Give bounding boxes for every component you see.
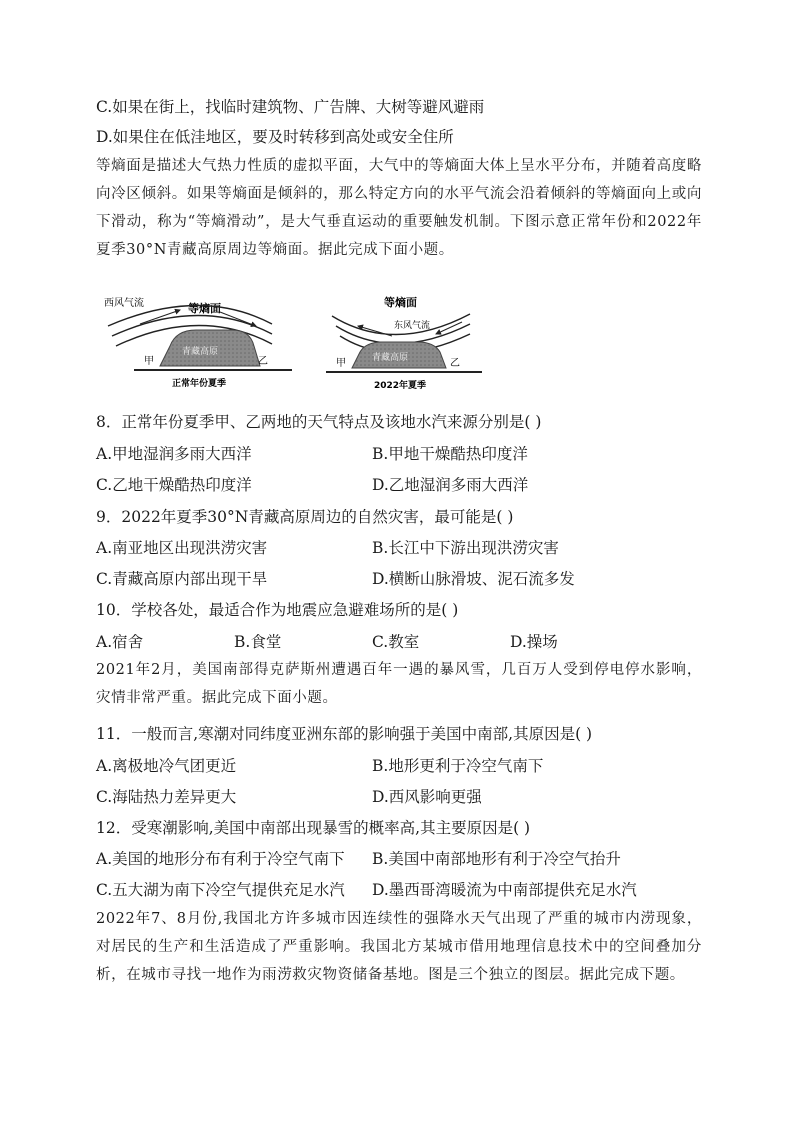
question-10-option-d[interactable]: D.操场	[510, 633, 558, 651]
point-jia-label: 甲	[144, 356, 154, 367]
question-9-stem: 9．2022年夏季30°N青藏高原周边的自然灾害，最可能是( )	[96, 508, 514, 526]
question-9-option-d[interactable]: D.横断山脉滑坡、泥石流多发	[372, 570, 575, 588]
question-11-option-b[interactable]: B.地形更利于冷空气南下	[372, 757, 544, 775]
prev-option-c: C.如果在街上，找临时建筑物、广告牌、大树等避风避雨	[96, 98, 485, 116]
question-11-option-a[interactable]: A.离极地冷气团更近	[96, 757, 237, 775]
question-10-option-c[interactable]: C.教室	[372, 633, 420, 651]
point-yi-label: 乙	[258, 356, 268, 367]
question-12-stem: 12．受寒潮影响,美国中南部出现暴雪的概率高,其主要原因是( )	[96, 819, 531, 837]
question-10-stem: 10．学校各处，最适合作为地震应急避难场所的是( )	[96, 601, 459, 619]
panel-caption: 2022年夏季	[374, 381, 427, 391]
question-12-option-d[interactable]: D.墨西哥湾暖流为中南部提供充足水汽	[372, 881, 637, 899]
question-10-option-a[interactable]: A.宿舍	[96, 633, 144, 651]
panel-caption: 正常年份夏季	[172, 379, 227, 389]
question-11-stem: 11．一般而言,寒潮对同纬度亚洲东部的影响强于美国中南部,其原因是( )	[96, 725, 593, 743]
question-10-option-b[interactable]: B.食堂	[234, 633, 282, 651]
question-11-option-c[interactable]: C.海陆热力差异更大	[96, 788, 237, 806]
west-wind-label: 西风气流	[104, 298, 144, 309]
point-jia-label: 甲	[336, 358, 346, 369]
urban-flooding-intro: 2022年7、8月份,我国北方许多城市因连续性的强降水天气出现了严重的城市内涝现象，对居民的生产和生活造成了严重影响。我国北方某城市借用地理信息技术中的空间叠加分析，在城市寻找一地作为雨涝救灾物资储备基地。图是三个独立的图层。据此完成下题。	[96, 911, 702, 983]
question-8-option-d[interactable]: D.乙地湿润多雨大西洋	[372, 476, 529, 494]
question-9-option-b[interactable]: B.长江中下游出现洪涝灾害	[372, 539, 559, 557]
question-11-option-d[interactable]: D.西风影响更强	[372, 788, 482, 806]
question-8-option-c[interactable]: C.乙地干燥酷热印度洋	[96, 476, 252, 494]
question-8-option-a[interactable]: A.甲地湿润多雨大西洋	[96, 445, 252, 463]
isentropic-figure	[100, 288, 490, 406]
isentropic-surface-label: 等熵面	[384, 296, 417, 309]
isentropic-surface-label: 等熵面	[188, 302, 221, 315]
plateau-label: 青藏高原	[372, 353, 409, 363]
question-9-option-a[interactable]: A.南亚地区出现洪涝灾害	[96, 539, 268, 557]
question-8-stem: 8．正常年份夏季甲、乙两地的天气特点及该地水汽来源分别是( )	[96, 413, 542, 431]
normal-year-panel	[104, 296, 292, 389]
year-2022-panel	[326, 295, 482, 391]
isentropic-intro-paragraph: 等熵面是描述大气热力性质的虚拟平面，大气中的等熵面大体上呈水平分布，并随着高度略向冷区倾斜。如果等熵面是倾斜的，那么特定方向的水平气流会沿着倾斜的等熵面向上或向下滑动，称为“等熵滑动”，是大气垂直运动的重要触发机制。下图示意正常年份和2022年夏季30°N青藏高原周边等熵面。据此完成下面小题。	[96, 158, 702, 258]
east-wind-label: 东风气流	[394, 321, 431, 331]
question-9-option-c[interactable]: C.青藏高原内部出现干旱	[96, 570, 268, 588]
point-yi-label: 乙	[450, 358, 460, 369]
question-12-option-a[interactable]: A.美国的地形分布有利于冷空气南下	[96, 850, 345, 868]
question-12-option-b[interactable]: B.美国中南部地形有利于冷空气抬升	[372, 850, 621, 868]
plateau-label: 青藏高原	[182, 347, 219, 357]
question-12-option-c[interactable]: C.五大湖为南下冷空气提供充足水汽	[96, 881, 345, 899]
prev-option-d: D.如果住在低洼地区，要及时转移到高处或安全住所	[96, 128, 454, 146]
question-8-option-b[interactable]: B.甲地干燥酷热印度洋	[372, 445, 528, 463]
texas-snowstorm-intro: 2021年2月，美国南部得克萨斯州遭遇百年一遇的暴风雪，几百万人受到停电停水影响，灾情非常严重。据此完成下面小题。	[96, 662, 702, 706]
flow-arrow	[358, 326, 392, 336]
